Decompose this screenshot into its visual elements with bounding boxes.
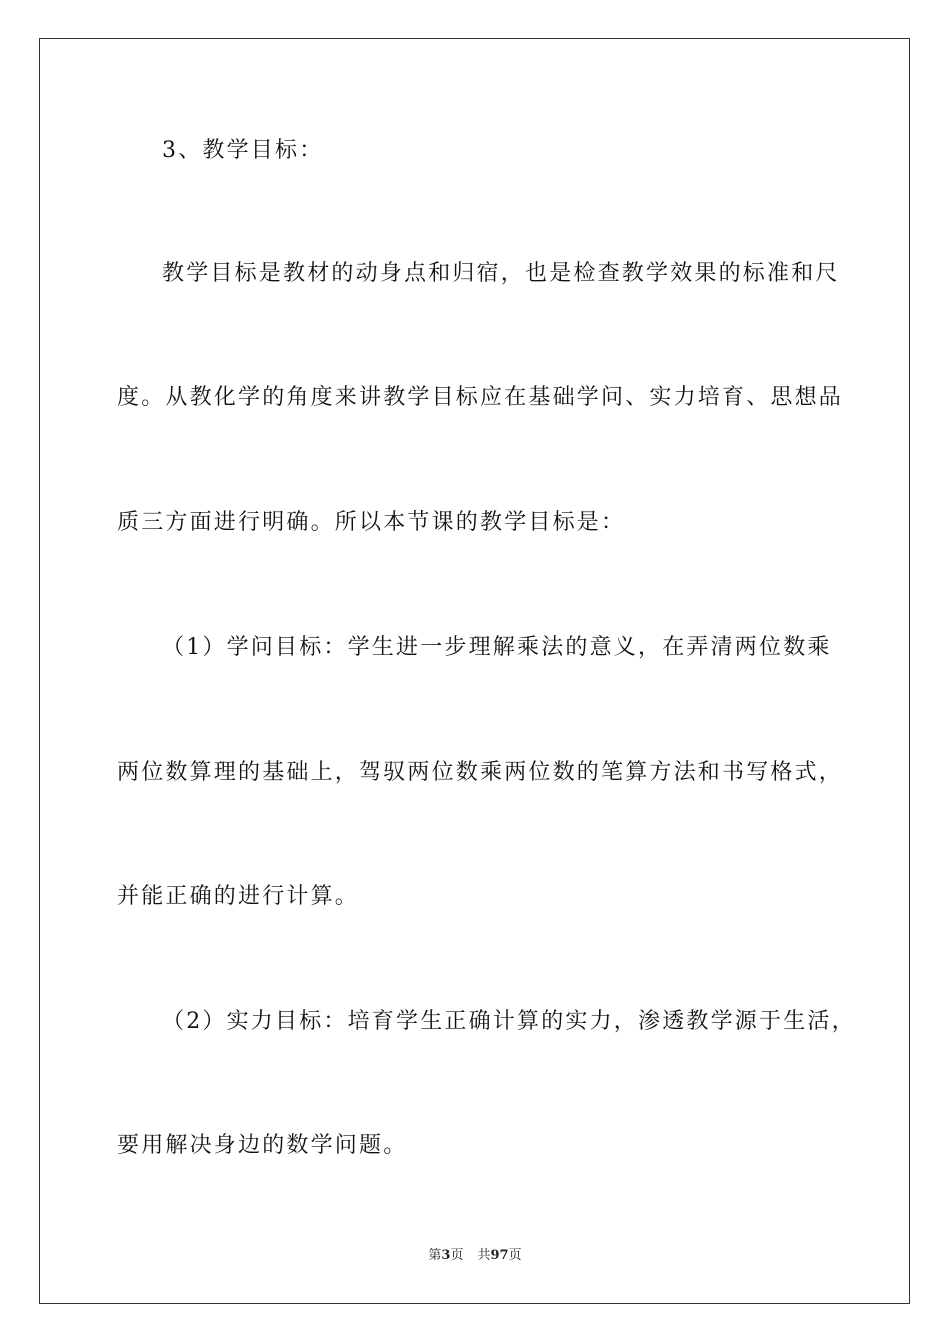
total-suffix: 页: [508, 1248, 522, 1263]
page-prefix: 第: [428, 1248, 442, 1263]
section-heading: 3、教学目标：: [162, 138, 324, 163]
paragraph-line: （2）实力目标：培育学生正确计算的实力，渗透教学源于生活，: [162, 1009, 856, 1034]
paragraph-line: 要用解决身边的数学问题。: [117, 1133, 408, 1158]
paragraph-line: 并能正确的进行计算。: [117, 884, 360, 909]
paragraph-line: （1）学问目标：学生进一步理解乘法的意义，在弄清两位数乘: [162, 635, 832, 660]
paragraph-line: 度。从教化学的角度来讲教学目标应在基础学问、实力培育、思想品: [117, 385, 844, 410]
paragraph-line: 教学目标是教材的动身点和归宿，也是检查教学效果的标准和尺: [162, 261, 840, 286]
page-suffix: 页: [450, 1248, 464, 1263]
total-prefix: 共: [477, 1248, 491, 1263]
paragraph-line: 质三方面进行明确。所以本节课的教学目标是：: [117, 510, 626, 535]
paragraph-line: 两位数算理的基础上，驾驭两位数乘两位数的笔算方法和书写格式，: [117, 760, 844, 785]
page-number: 3: [441, 1248, 451, 1263]
total-pages: 97: [490, 1248, 509, 1263]
page-footer: [0, 1247, 950, 1265]
page-border: [39, 38, 910, 1304]
